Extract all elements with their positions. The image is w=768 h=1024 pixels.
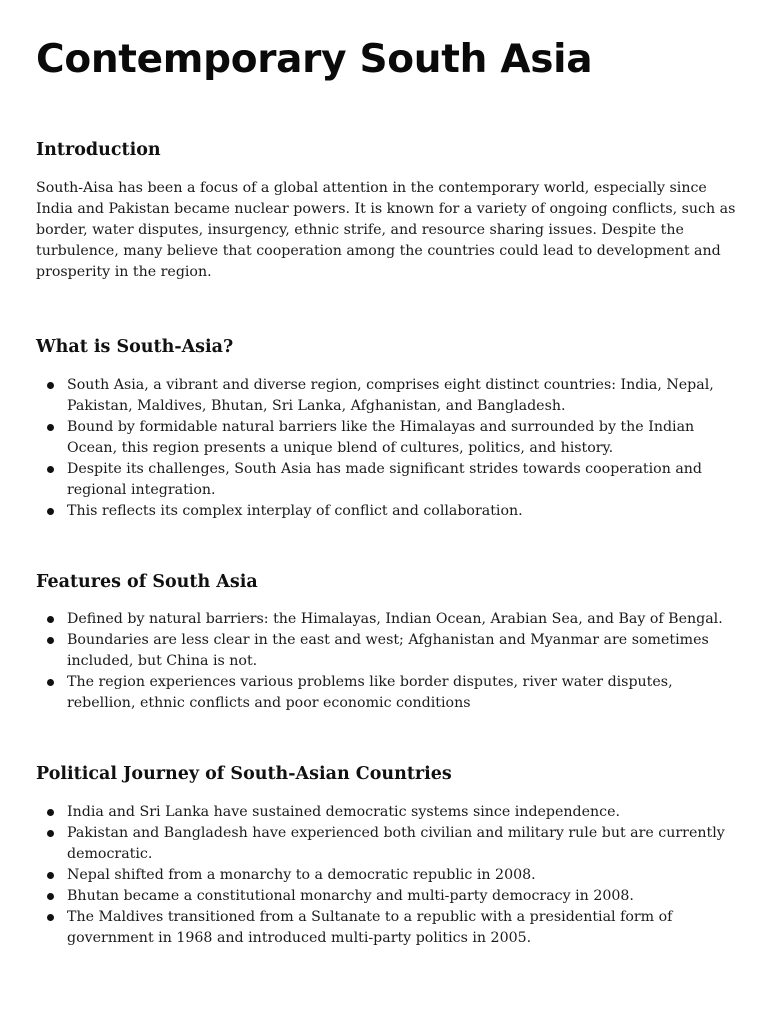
list-item xyxy=(36,802,736,823)
bullet-icon xyxy=(47,424,54,431)
list-item-text: Defined by natural barriers: the Himalayas, Indian Ocean, Arabian Sea, and Bay of Bengal. xyxy=(67,611,723,627)
what-is-south-asia-list xyxy=(36,375,736,522)
list-item xyxy=(36,375,736,417)
list-item xyxy=(36,501,736,522)
bullet-icon xyxy=(47,914,54,921)
list-item-text: India and Sri Lanka have sustained democratic systems since independence. xyxy=(67,804,621,820)
list-item-text: This reflects its complex interplay of conflict and collaboration. xyxy=(67,503,523,519)
bullet-icon xyxy=(47,679,54,686)
list-item xyxy=(36,886,736,907)
section-heading-introduction: Introduction xyxy=(36,140,161,160)
bullet-icon xyxy=(47,872,54,879)
list-item-text: The Maldives transitioned from a Sultanate to a republic with a presidential form of government in 1968 and introduced multi-party politics in 2005. xyxy=(67,909,673,946)
list-item xyxy=(36,417,736,459)
list-item xyxy=(36,823,736,865)
list-item xyxy=(36,865,736,886)
list-item-text: Pakistan and Bangladesh have experienced both civilian and military rule but are currently democratic. xyxy=(67,825,725,862)
list-item xyxy=(36,672,736,714)
list-item-text: Nepal shifted from a monarchy to a democratic republic in 2008. xyxy=(67,867,536,883)
list-item xyxy=(36,609,736,630)
list-item-text: Despite its challenges, South Asia has made significant strides towards cooperation and regional integration. xyxy=(67,461,703,498)
section-heading-what-is-south-asia: What is South-Asia? xyxy=(36,337,234,357)
bullet-icon xyxy=(47,508,54,515)
bullet-icon xyxy=(47,893,54,900)
bullet-icon xyxy=(47,616,54,623)
list-item-text: Bhutan became a constitutional monarchy and multi-party democracy in 2008. xyxy=(67,888,634,904)
list-item xyxy=(36,630,736,672)
features-list xyxy=(36,609,736,714)
list-item-text: South Asia, a vibrant and diverse region, comprises eight distinct countries: India, Nepal, Pakistan, Maldives, Bhutan, Sri Lanka, Afghanistan, and Bangladesh. xyxy=(67,377,714,414)
section-heading-features: Features of South Asia xyxy=(36,572,258,592)
list-item xyxy=(36,907,736,949)
list-item-text: Bound by formidable natural barriers like the Himalayas and surrounded by the Indian Ocean, this region presents a unique blend of cultures, politics, and history. xyxy=(67,419,695,456)
introduction-paragraph: South-Aisa has been a focus of a global attention in the contemporary world, especially since India and Pakistan became nuclear powers. It is known for a variety of ongoing conflicts, such as border, water disputes, insurgency, ethnic strife, and resource sharing issues. Despite the turbulence, many believe that cooperation among the countries could lead to development and prosperity in the region. xyxy=(36,180,736,280)
bullet-icon xyxy=(47,382,54,389)
bullet-icon xyxy=(47,830,54,837)
section-heading-political-journey: Political Journey of South-Asian Countries xyxy=(36,764,452,784)
list-item xyxy=(36,459,736,501)
bullet-icon xyxy=(47,637,54,644)
list-item-text: The region experiences various problems like border disputes, river water disputes, rebellion, ethnic conflicts and poor economic conditions xyxy=(67,674,673,711)
page-title: Contemporary South Asia xyxy=(36,37,593,82)
political-journey-list xyxy=(36,802,736,949)
list-item-text: Boundaries are less clear in the east and west; Afghanistan and Myanmar are sometimes included, but China is not. xyxy=(67,632,709,669)
bullet-icon xyxy=(47,466,54,473)
bullet-icon xyxy=(47,809,54,816)
